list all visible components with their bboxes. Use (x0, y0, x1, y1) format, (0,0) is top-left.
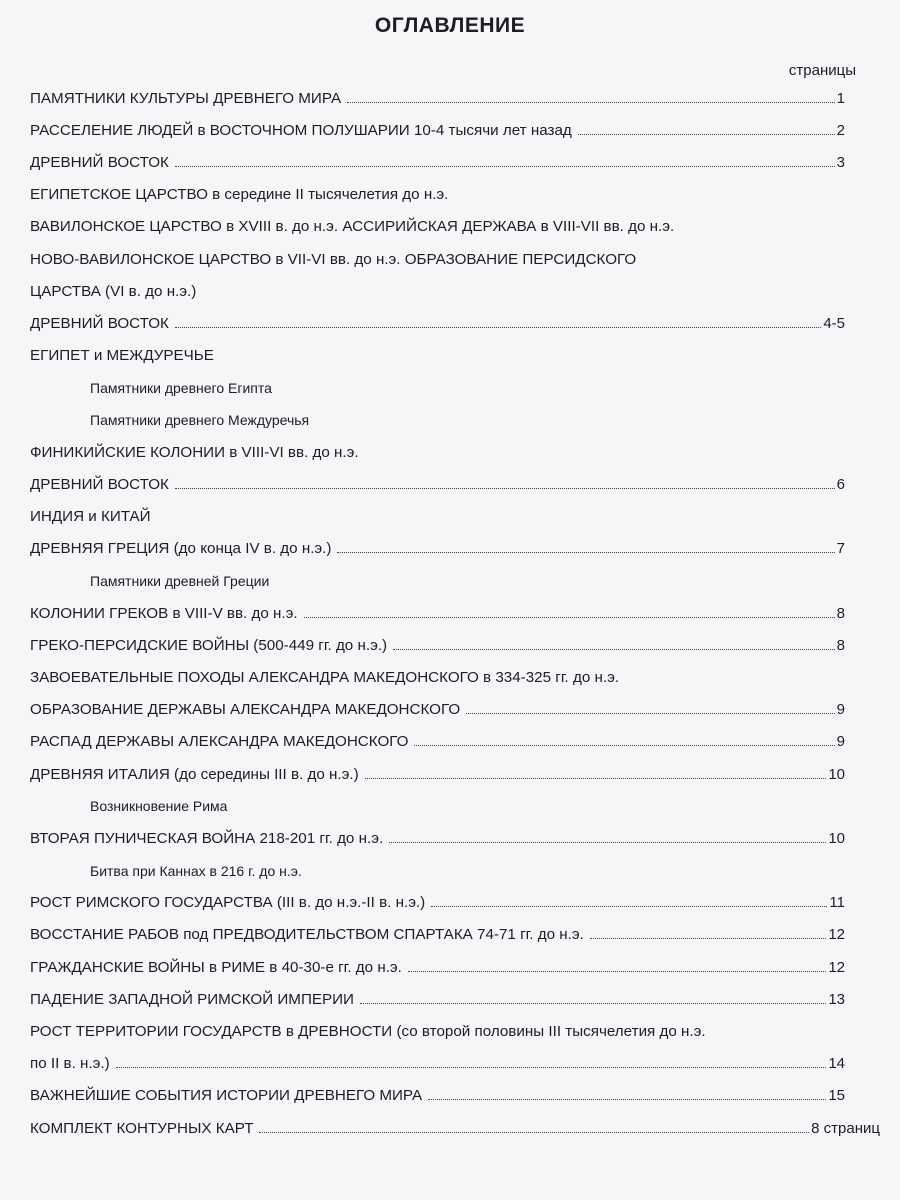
dot-leader (259, 1132, 809, 1133)
toc-entry (30, 307, 845, 339)
toc-entry (30, 983, 845, 1015)
toc-entry (30, 340, 845, 372)
toc-entry (30, 758, 845, 790)
toc-page-number: 9 (836, 701, 845, 719)
toc-entry-title: ЗАВОЕВАТЕЛЬНЫЕ ПОХОДЫ АЛЕКСАНДРА МАКЕДОНСКОГО в 334-325 гг. до н.э. (30, 668, 620, 686)
toc-page-number: 8 (836, 604, 845, 622)
toc-entry-title: ДРЕВНИЙ ВОСТОК (30, 153, 169, 171)
toc-page-number: 8 страниц (811, 1119, 880, 1137)
toc-entry (30, 468, 845, 500)
dot-leader (175, 488, 835, 489)
toc-page-number: 9 (836, 733, 845, 751)
toc-entry (30, 694, 845, 726)
dot-leader (414, 745, 834, 746)
toc-entry-title: ЕГИПЕТ и МЕЖДУРЕЧЬЕ (30, 347, 214, 365)
toc-entry (30, 919, 845, 951)
toc-entry (30, 661, 845, 693)
toc-entry (30, 1015, 845, 1047)
toc-entry (30, 726, 845, 758)
toc-entry-title: ДРЕВНИЙ ВОСТОК (30, 314, 169, 332)
toc-entry (30, 1048, 845, 1080)
toc-page-number: 1 (836, 89, 845, 107)
toc-subentry (30, 790, 845, 822)
toc-entry-title: Памятники древней Греции (90, 572, 270, 589)
toc-entry (30, 822, 845, 854)
toc-entry-title: КОЛОНИИ ГРЕКОВ в VIII-V вв. до н.э. (30, 604, 298, 622)
toc-entry-title: ФИНИКИЙСКИЕ КОЛОНИИ в VIII-VI вв. до н.э. (30, 443, 359, 461)
toc-entry-title: ВТОРАЯ ПУНИЧЕСКАЯ ВОЙНА 218-201 гг. до н.э. (30, 829, 384, 847)
dot-leader (393, 649, 835, 650)
dot-leader (431, 906, 827, 907)
toc-entry (30, 500, 845, 532)
dot-leader (337, 552, 834, 553)
toc-entry-title: ЦАРСТВА (VI в. до н.э.) (30, 282, 197, 300)
toc-entry-title: РАСПАД ДЕРЖАВЫ АЛЕКСАНДРА МАКЕДОНСКОГО (30, 733, 409, 751)
page-title: ОГЛАВЛЕНИЕ (374, 14, 526, 37)
pages-column-label: страницы (788, 62, 856, 79)
dot-leader (590, 938, 826, 939)
toc-entry-title: РАССЕЛЕНИЕ ЛЮДЕЙ в ВОСТОЧНОМ ПОЛУШАРИИ 10-4 тысячи лет назад (30, 121, 572, 139)
toc-entry-title: ЕГИПЕТСКОЕ ЦАРСТВО в середине II тысячелетия до н.э. (30, 186, 449, 204)
toc-entry-title: ПАДЕНИЕ ЗАПАДНОЙ РИМСКОЙ ИМПЕРИИ (30, 990, 354, 1008)
dot-leader (408, 971, 826, 972)
toc-page-number: 4-5 (823, 314, 845, 332)
toc-entry (30, 211, 845, 243)
dot-leader (175, 327, 821, 328)
toc-page-number: 13 (828, 990, 845, 1008)
toc-page-number: 3 (836, 153, 845, 171)
toc-entry-title: ДРЕВНИЙ ВОСТОК (30, 475, 169, 493)
toc-page-number: 8 (836, 636, 845, 654)
toc-subentry (30, 565, 845, 597)
toc-entry (30, 114, 845, 146)
toc-entry-title: ВАВИЛОНСКОЕ ЦАРСТВО в XVIII в. до н.э. АССИРИЙСКАЯ ДЕРЖАВА в VIII-VII вв. до н.э. (30, 218, 675, 236)
toc-entry (30, 597, 845, 629)
toc-subentry (30, 855, 845, 887)
toc-page-number: 10 (828, 765, 845, 783)
toc-entry-title: ПАМЯТНИКИ КУЛЬТУРЫ ДРЕВНЕГО МИРА (30, 89, 342, 107)
toc-page-number: 2 (836, 121, 845, 139)
toc-entry-title: Памятники древнего Египта (90, 379, 272, 396)
toc-entry-title: РОСТ РИМСКОГО ГОСУДАРСТВА (III в. до н.э.-II в. н.э.) (30, 894, 426, 912)
toc-entry-title: по II в. н.э.) (30, 1055, 110, 1073)
toc-entry-title: Битва при Каннах в 216 г. до н.э. (90, 862, 302, 879)
dot-leader (428, 1099, 826, 1100)
dot-leader (365, 778, 827, 779)
toc-subentry (30, 372, 845, 404)
toc-entry-title: ОБРАЗОВАНИЕ ДЕРЖАВЫ АЛЕКСАНДРА МАКЕДОНСКОГО (30, 701, 461, 719)
dot-leader (360, 1003, 826, 1004)
dot-leader (347, 102, 835, 103)
toc-entry (30, 887, 845, 919)
dot-leader (116, 1067, 827, 1068)
toc-entry (30, 275, 845, 307)
toc-entry (30, 629, 845, 661)
toc-entry-title: ВАЖНЕЙШИЕ СОБЫТИЯ ИСТОРИИ ДРЕВНЕГО МИРА (30, 1087, 423, 1105)
toc-entry-title: ИНДИЯ и КИТАЙ (30, 508, 151, 526)
toc-page-number: 15 (828, 1087, 845, 1105)
toc-entry-title: ГРЕКО-ПЕРСИДСКИЕ ВОЙНЫ (500-449 гг. до н.э.) (30, 636, 388, 654)
toc-entry-title: НОВО-ВАВИЛОНСКОЕ ЦАРСТВО в VII-VI вв. до н.э. ОБРАЗОВАНИЕ ПЕРСИДСКОГО (30, 250, 637, 268)
toc-entry-title: ДРЕВНЯЯ ИТАЛИЯ (до середины III в. до н.э.) (30, 765, 359, 783)
toc-entry (30, 1080, 845, 1112)
toc-page-number: 6 (836, 475, 845, 493)
toc-entry-title: РОСТ ТЕРРИТОРИИ ГОСУДАРСТВ в ДРЕВНОСТИ (со второй половины III тысячелетия до н.э. (30, 1023, 706, 1041)
toc-entry (30, 243, 845, 275)
dot-leader (389, 842, 826, 843)
toc-page-number: 12 (828, 958, 845, 976)
toc-entry-title: ДРЕВНЯЯ ГРЕЦИЯ (до конца IV в. до н.э.) (30, 540, 332, 558)
toc-page-number: 7 (836, 540, 845, 558)
toc-entry (30, 179, 845, 211)
toc-entry (30, 951, 845, 983)
toc-entry-title: Возникновение Рима (90, 798, 228, 815)
toc-entry (30, 1112, 880, 1144)
dot-leader (466, 713, 834, 714)
dot-leader (578, 134, 835, 135)
toc-entry (30, 82, 845, 114)
toc-entry (30, 533, 845, 565)
toc-page-number: 14 (828, 1055, 845, 1073)
toc-entry-title: Памятники древнего Междуречья (90, 411, 310, 428)
toc-page-number: 12 (828, 926, 845, 944)
toc-entry (30, 436, 845, 468)
toc-entry (30, 146, 845, 178)
toc-entry-title: ВОССТАНИЕ РАБОВ под ПРЕДВОДИТЕЛЬСТВОМ СПАРТАКА 74-71 гг. до н.э. (30, 926, 584, 944)
toc-entry-title: ГРАЖДАНСКИЕ ВОЙНЫ в РИМЕ в 40-30-е гг. до н.э. (30, 958, 402, 976)
toc-page-number: 10 (828, 829, 845, 847)
toc-entry-title: КОМПЛЕКТ КОНТУРНЫХ КАРТ (30, 1119, 254, 1137)
dot-leader (175, 166, 835, 167)
dot-leader (304, 617, 835, 618)
table-of-contents (30, 82, 880, 1144)
toc-page-number: 11 (829, 894, 845, 912)
toc-subentry (30, 404, 845, 436)
